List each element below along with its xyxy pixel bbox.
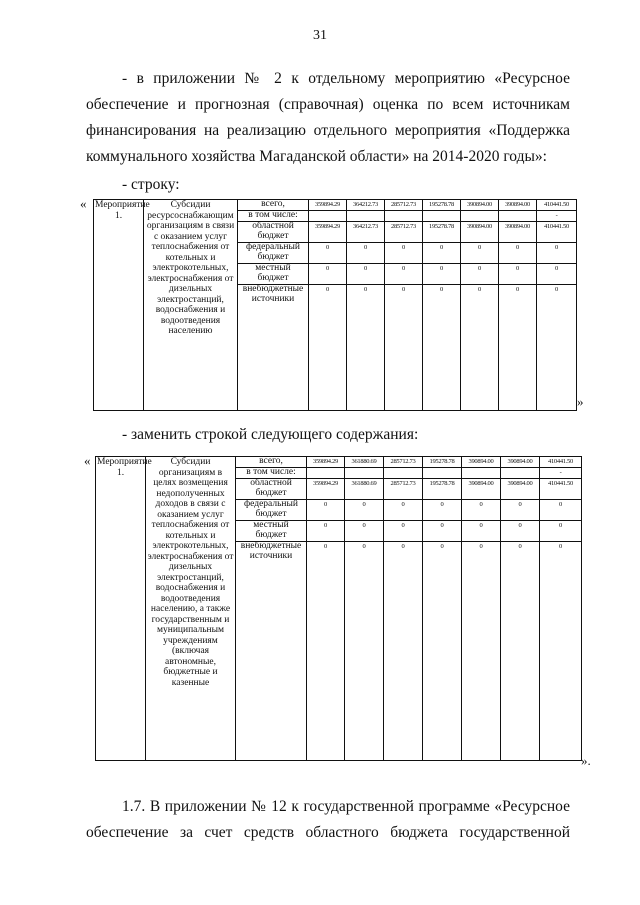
- intro-line: коммунального хозяйства Магаданской области» на 2014-2020 годы»:: [86, 148, 547, 165]
- value-cell: 0: [499, 285, 537, 411]
- source-label: федеральный бюджет: [236, 500, 307, 521]
- value-cell: 0: [537, 264, 577, 285]
- quote-close: »: [577, 394, 584, 409]
- value-cell: 410441.50: [540, 457, 582, 468]
- value-cell: 0: [385, 243, 423, 264]
- value-cell: 390894.00: [461, 222, 499, 243]
- value-cell: 195278.78: [423, 200, 461, 211]
- value-cell: 0: [347, 264, 385, 285]
- value-cell: 390894.00: [501, 457, 540, 468]
- value-cell: [423, 211, 461, 222]
- value-cell: 0: [540, 500, 582, 521]
- source-label: областной бюджет: [238, 222, 309, 243]
- quote-close: ».: [581, 753, 591, 768]
- source-label: областной бюджет: [236, 479, 307, 500]
- value-cell: 0: [347, 285, 385, 411]
- value-cell: 0: [499, 264, 537, 285]
- value-cell: 410441.50: [540, 479, 582, 500]
- value-cell: 0: [461, 243, 499, 264]
- value-cell: 0: [501, 500, 540, 521]
- value-cell: 0: [384, 500, 423, 521]
- value-cell: 0: [423, 285, 461, 411]
- value-cell: [501, 468, 540, 479]
- value-cell: 0: [345, 521, 384, 542]
- value-cell: 410441.50: [537, 200, 577, 211]
- value-cell: [384, 468, 423, 479]
- value-cell: [307, 468, 345, 479]
- source-label: в том числе:: [238, 211, 309, 222]
- value-cell: 0: [501, 542, 540, 761]
- value-cell: 0: [423, 264, 461, 285]
- value-cell: [385, 211, 423, 222]
- value-cell: 0: [309, 285, 347, 411]
- closing-line: 1.7. В приложении № 12 к государственной программе «Ресурсное: [122, 798, 570, 815]
- value-cell: 0: [385, 285, 423, 411]
- value-cell: 0: [462, 521, 501, 542]
- value-cell: 361880.69: [345, 457, 384, 468]
- value-cell: 390894.00: [462, 457, 501, 468]
- value-cell: 195278.78: [423, 457, 462, 468]
- value-cell: 361880.69: [345, 479, 384, 500]
- value-cell: 195278.78: [423, 479, 462, 500]
- value-cell: 195278.78: [423, 222, 461, 243]
- value-cell: 0: [345, 500, 384, 521]
- intro-paragraph: [86, 66, 570, 170]
- source-label: всего,: [236, 457, 307, 468]
- intro-line: обеспечение и прогнозная (справочная) оценка по всем источникам: [86, 96, 570, 113]
- value-cell: 0: [307, 500, 345, 521]
- value-cell: [309, 211, 347, 222]
- value-cell: 0: [537, 285, 577, 411]
- value-cell: 285712.73: [385, 200, 423, 211]
- source-label: в том числе:: [236, 468, 307, 479]
- source-label: всего,: [238, 200, 309, 211]
- label-stroku: - строку:: [122, 176, 180, 193]
- value-cell: 390894.00: [461, 200, 499, 211]
- source-label: внебюджетные источники: [236, 542, 307, 761]
- page-number: 31: [313, 28, 327, 43]
- event-cell: Мероприятие 1.: [96, 457, 146, 761]
- value-cell: 0: [423, 500, 462, 521]
- value-cell: [499, 211, 537, 222]
- value-cell: 0: [307, 521, 345, 542]
- value-cell: -: [540, 468, 582, 479]
- value-cell: 359894.29: [309, 200, 347, 211]
- value-cell: 285712.73: [384, 479, 423, 500]
- source-label: внебюджетные источники: [238, 285, 309, 411]
- value-cell: 0: [307, 542, 345, 761]
- value-cell: 0: [461, 264, 499, 285]
- value-cell: 364212.73: [347, 222, 385, 243]
- value-cell: 0: [347, 243, 385, 264]
- value-cell: 0: [384, 542, 423, 761]
- value-cell: 0: [501, 521, 540, 542]
- old-row-table: [93, 199, 577, 411]
- intro-line: финансирования на реализацию отдельного мероприятия «Поддержка: [86, 122, 570, 139]
- value-cell: 0: [423, 243, 461, 264]
- quote-open: «: [84, 453, 91, 468]
- value-cell: 285712.73: [385, 222, 423, 243]
- value-cell: [462, 468, 501, 479]
- value-cell: -: [537, 211, 577, 222]
- value-cell: [423, 468, 462, 479]
- value-cell: 0: [309, 243, 347, 264]
- value-cell: 359894.29: [307, 479, 345, 500]
- value-cell: 0: [423, 542, 462, 761]
- value-cell: 390894.00: [499, 222, 537, 243]
- value-cell: 0: [461, 285, 499, 411]
- source-label: местный бюджет: [236, 521, 307, 542]
- value-cell: 0: [499, 243, 537, 264]
- value-cell: 0: [309, 264, 347, 285]
- value-cell: [461, 211, 499, 222]
- value-cell: 364212.73: [347, 200, 385, 211]
- value-cell: 0: [462, 542, 501, 761]
- intro-line: - в приложении № 2 к отдельному мероприятию «Ресурсное: [122, 70, 570, 87]
- value-cell: 0: [345, 542, 384, 761]
- value-cell: 390894.00: [501, 479, 540, 500]
- description-cell: Субсидии ресурсоснабжающим организациям в связи с оказанием услуг теплоснабжения от котельных и электрокотельных, электроснабжения от дизельных электростанций, водоснабжения и водоотведения населению: [144, 200, 238, 411]
- value-cell: 0: [462, 500, 501, 521]
- value-cell: 0: [384, 521, 423, 542]
- value-cell: 0: [537, 243, 577, 264]
- value-cell: 0: [385, 264, 423, 285]
- new-row-table: [95, 456, 582, 761]
- value-cell: 359894.29: [309, 222, 347, 243]
- event-cell: Мероприятие 1.: [94, 200, 144, 411]
- description-cell: Субсидии организациям в целях возмещения недополученных доходов в связи с оказанием услуг теплоснабжения от котельных и электрокотельных, электроснабжения от дизельных электростанций, водоснабжения и водоотведения населению, а также государственным и муниципальным учреждениям (включая автономные, бюджетные и казенные: [146, 457, 236, 761]
- value-cell: 390894.00: [462, 479, 501, 500]
- quote-open: «: [80, 196, 87, 211]
- label-zamenit: - заменить строкой следующего содержания:: [122, 426, 419, 443]
- value-cell: 359894.29: [307, 457, 345, 468]
- value-cell: 0: [423, 521, 462, 542]
- closing-paragraph: [86, 794, 570, 846]
- value-cell: 410441.50: [537, 222, 577, 243]
- value-cell: 390894.00: [499, 200, 537, 211]
- source-label: федеральный бюджет: [238, 243, 309, 264]
- value-cell: 0: [540, 521, 582, 542]
- value-cell: [345, 468, 384, 479]
- value-cell: [347, 211, 385, 222]
- source-label: местный бюджет: [238, 264, 309, 285]
- closing-line: обеспечение за счет средств областного бюджета государственной: [86, 824, 570, 841]
- value-cell: 0: [540, 542, 582, 761]
- value-cell: 285712.73: [384, 457, 423, 468]
